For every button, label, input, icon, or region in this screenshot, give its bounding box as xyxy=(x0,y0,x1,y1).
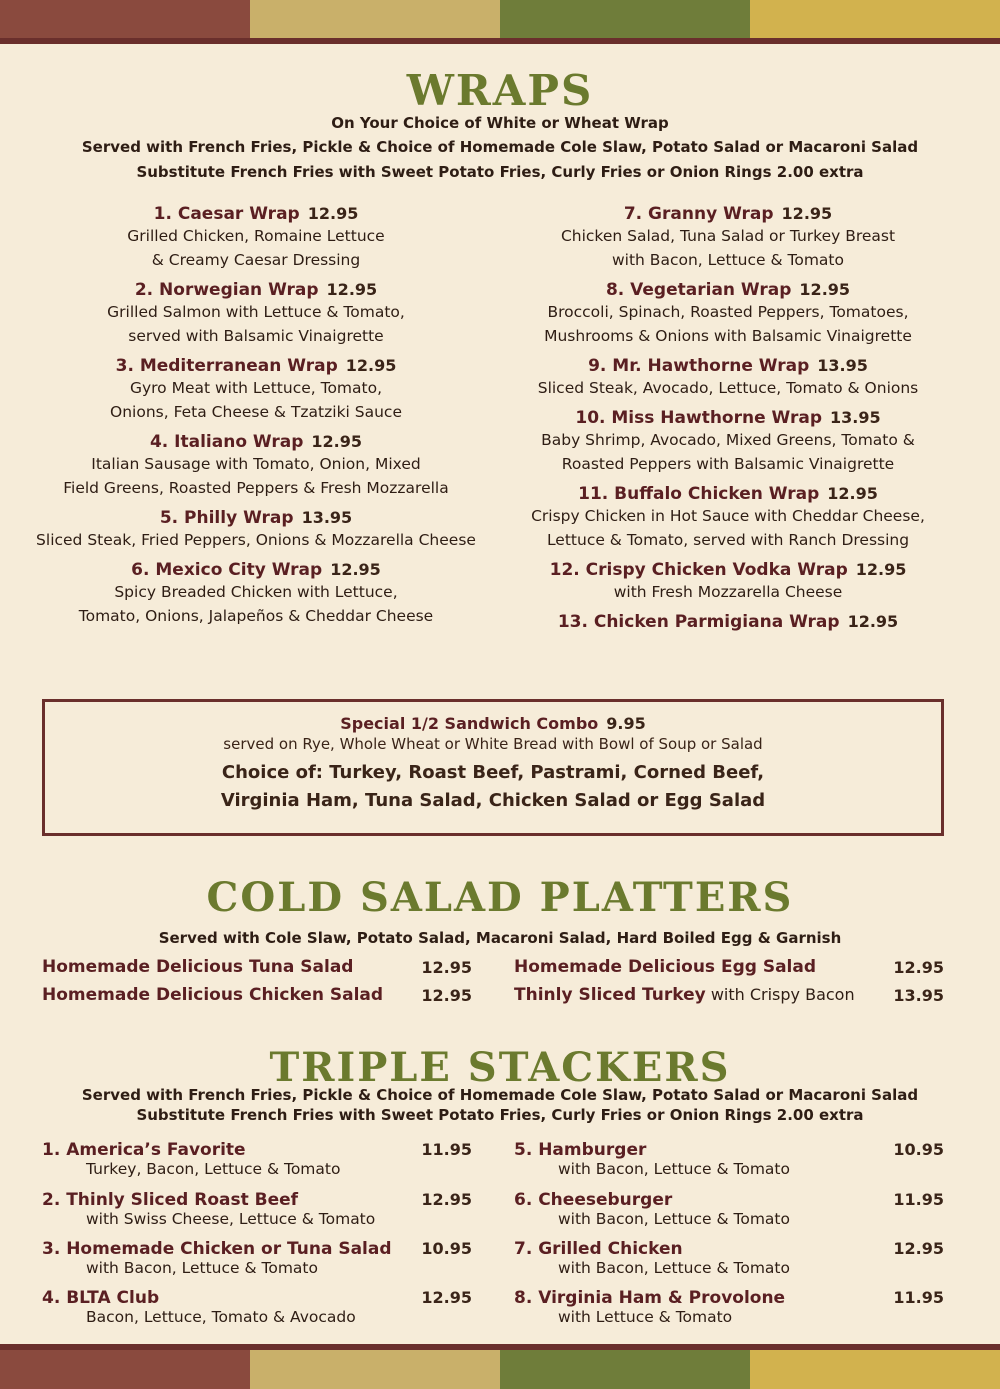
wrap-item xyxy=(30,204,482,272)
cold-salad-extra: with Crispy Bacon xyxy=(705,985,855,1004)
wrap-price: 12.95 xyxy=(855,560,907,579)
wraps-left-column xyxy=(30,204,482,636)
combo-price: 9.95 xyxy=(606,714,646,733)
wrap-name: 8. Vegetarian Wrap xyxy=(605,280,792,300)
triple-price: 12.95 xyxy=(421,1288,472,1307)
wrap-item xyxy=(512,560,944,604)
wrap-name: 9. Mr. Hawthorne Wrap xyxy=(588,356,810,376)
wrap-desc: & Creamy Caesar Dressing xyxy=(151,251,361,269)
wrap-price: 12.95 xyxy=(345,356,397,375)
cold-salad-item xyxy=(42,985,472,1005)
wrap-item xyxy=(30,508,482,552)
wrap-price: 12.95 xyxy=(330,560,381,579)
triple-desc: with Bacon, Lettuce & Tomato xyxy=(86,1259,318,1277)
triple-subtitle-2: Substitute French Fries with Sweet Potato Fries, Curly Fries or Onion Rings 2.00 extra xyxy=(136,1106,864,1124)
wrap-name: 2. Norwegian Wrap xyxy=(134,280,319,300)
cold-salad-name: Homemade Delicious Egg Salad xyxy=(514,957,817,977)
wraps-subtitle-1: On Your Choice of White or Wheat Wrap xyxy=(331,114,669,132)
triple-name: 3. Homemade Chicken or Tuna Salad xyxy=(42,1239,392,1259)
wrap-desc: Grilled Chicken, Romaine Lettuce xyxy=(127,227,385,245)
wrap-desc: Field Greens, Roasted Peppers & Fresh Mozzarella xyxy=(63,479,449,497)
wrap-desc: served with Balsamic Vinaigrette xyxy=(128,327,384,345)
triple-price: 10.95 xyxy=(893,1140,944,1159)
wrap-desc: Roasted Peppers with Balsamic Vinaigrette xyxy=(561,455,895,473)
wraps-subtitle-3: Substitute French Fries with Sweet Potato Fries, Curly Fries or Onion Rings 2.00 extra xyxy=(136,163,864,181)
cold-salad-price: 12.95 xyxy=(893,958,944,977)
cold-salad-title: COLD SALAD PLATTERS xyxy=(206,874,794,921)
stripe-tan xyxy=(250,1350,500,1389)
stripe-tan xyxy=(250,0,500,38)
top-rule xyxy=(0,38,1000,44)
wrap-name: 12. Crispy Chicken Vodka Wrap xyxy=(549,560,848,580)
wrap-item xyxy=(30,560,482,628)
cold-salad-item xyxy=(514,957,944,977)
wrap-name: 1. Caesar Wrap xyxy=(153,204,300,224)
triple-name: 4. BLTA Club xyxy=(42,1288,160,1308)
triple-item xyxy=(42,1239,472,1277)
wrap-desc: Spicy Breaded Chicken with Lettuce, xyxy=(114,583,398,601)
wraps-title: WRAPS xyxy=(406,66,594,115)
wrap-price: 12.95 xyxy=(781,204,833,223)
wrap-name: 3. Mediterranean Wrap xyxy=(115,356,338,376)
wrap-desc: with Fresh Mozzarella Cheese xyxy=(613,583,843,601)
wrap-item xyxy=(512,280,944,348)
triple-item xyxy=(42,1190,472,1228)
wrap-desc: Italian Sausage with Tomato, Onion, Mixed xyxy=(91,455,421,473)
triple-desc: Bacon, Lettuce, Tomato & Avocado xyxy=(86,1308,356,1326)
cold-salad-price: 13.95 xyxy=(893,986,944,1005)
wrap-desc: Mushrooms & Onions with Balsamic Vinaigrette xyxy=(544,327,912,345)
triple-item xyxy=(514,1140,944,1178)
wrap-desc: with Bacon, Lettuce & Tomato xyxy=(612,251,844,269)
wrap-item xyxy=(512,484,944,552)
combo-desc: served on Rye, Whole Wheat or White Bread with Bowl of Soup or Salad xyxy=(223,735,763,753)
cold-salad-name: Homemade Delicious Tuna Salad xyxy=(42,957,354,977)
triple-subtitle-1: Served with French Fries, Pickle & Choice of Homemade Cole Slaw, Potato Salad or Macaroni Salad xyxy=(81,1086,919,1104)
triple-price: 12.95 xyxy=(893,1239,944,1258)
cold-salad-subtitle: Served with Cole Slaw, Potato Salad, Macaroni Salad, Hard Boiled Egg & Garnish xyxy=(158,929,842,947)
wrap-name: 5. Philly Wrap xyxy=(159,508,294,528)
wrap-item xyxy=(512,204,944,272)
top-color-stripes xyxy=(0,0,1000,38)
wrap-name: 7. Granny Wrap xyxy=(623,204,774,224)
cold-salad-item xyxy=(42,957,472,977)
stripe-green xyxy=(500,0,750,38)
triple-item xyxy=(514,1190,944,1228)
triple-name: 8. Virginia Ham & Provolone xyxy=(514,1288,786,1308)
triple-item xyxy=(514,1239,944,1277)
wrap-item xyxy=(512,612,944,632)
wrap-price: 12.95 xyxy=(847,612,899,631)
triple-desc: with Swiss Cheese, Lettuce & Tomato xyxy=(86,1210,376,1228)
wrap-name: 11. Buffalo Chicken Wrap xyxy=(578,484,820,504)
wrap-price: 12.95 xyxy=(311,432,363,451)
cold-salad-name: Thinly Sliced Turkey xyxy=(514,985,706,1005)
wrap-name: 6. Mexico City Wrap xyxy=(131,560,323,580)
wrap-desc: Sliced Steak, Avocado, Lettuce, Tomato & Onions xyxy=(537,379,919,397)
wrap-desc: Lettuce & Tomato, served with Ranch Dressing xyxy=(546,531,910,549)
wrap-name: 10. Miss Hawthorne Wrap xyxy=(575,408,823,428)
wrap-desc: Onions, Feta Cheese & Tzatziki Sauce xyxy=(110,403,402,421)
wrap-price: 13.95 xyxy=(830,408,881,427)
wrap-item xyxy=(30,280,482,348)
wrap-item xyxy=(512,408,944,476)
cold-salad-item xyxy=(514,985,944,1005)
triple-name: 5. Hamburger xyxy=(514,1140,647,1160)
triple-price: 12.95 xyxy=(421,1190,472,1209)
combo-choices-2: Virginia Ham, Tuna Salad, Chicken Salad or Egg Salad xyxy=(220,790,766,811)
wrap-desc: Broccoli, Spinach, Roasted Peppers, Tomatoes, xyxy=(547,303,909,321)
triple-name: 1. America’s Favorite xyxy=(42,1140,246,1160)
stripe-gold xyxy=(750,0,1000,38)
combo-name: Special 1/2 Sandwich Combo xyxy=(340,714,599,733)
wrap-item xyxy=(30,356,482,424)
triple-desc: with Lettuce & Tomato xyxy=(558,1308,733,1326)
cold-salad-name: Homemade Delicious Chicken Salad xyxy=(42,985,384,1005)
triple-name: 2. Thinly Sliced Roast Beef xyxy=(42,1190,299,1210)
wraps-subtitle-2: Served with French Fries, Pickle & Choice of Homemade Cole Slaw, Potato Salad or Macaroni Salad xyxy=(81,138,919,156)
stripe-red xyxy=(0,0,250,38)
wrap-item xyxy=(30,432,482,500)
triple-desc: Turkey, Bacon, Lettuce & Tomato xyxy=(86,1160,341,1178)
triple-price: 10.95 xyxy=(421,1239,472,1258)
wrap-price: 12.95 xyxy=(799,280,851,299)
wrap-desc: Gyro Meat with Lettuce, Tomato, xyxy=(129,379,383,397)
triple-item xyxy=(42,1140,472,1178)
cold-salad-price: 12.95 xyxy=(421,986,472,1005)
triple-name: 6. Cheeseburger xyxy=(514,1190,673,1210)
wrap-desc: Tomato, Onions, Jalapeños & Cheddar Cheese xyxy=(78,607,434,625)
stripe-gold xyxy=(750,1350,1000,1389)
wrap-desc: Sliced Steak, Fried Peppers, Onions & Mozzarella Cheese xyxy=(36,531,476,549)
wrap-price: 13.95 xyxy=(817,356,868,375)
bottom-color-stripes xyxy=(0,1350,1000,1389)
wrap-price: 12.95 xyxy=(307,204,359,223)
wrap-desc: Chicken Salad, Tuna Salad or Turkey Breast xyxy=(560,227,896,245)
sandwich-combo-box xyxy=(42,699,944,836)
combo-choices-1: Choice of: Turkey, Roast Beef, Pastrami, Corned Beef, xyxy=(221,762,765,783)
triple-desc: with Bacon, Lettuce & Tomato xyxy=(558,1160,790,1178)
wrap-desc: Grilled Salmon with Lettuce & Tomato, xyxy=(107,303,405,321)
triple-desc: with Bacon, Lettuce & Tomato xyxy=(558,1259,790,1277)
triple-price: 11.95 xyxy=(893,1288,944,1307)
triple-price: 11.95 xyxy=(893,1190,944,1209)
triple-price: 11.95 xyxy=(421,1140,472,1159)
wrap-price: 12.95 xyxy=(827,484,878,503)
wrap-price: 12.95 xyxy=(326,280,378,299)
stripe-red xyxy=(0,1350,250,1389)
wraps-right-column xyxy=(512,204,944,640)
triple-desc: with Bacon, Lettuce & Tomato xyxy=(558,1210,790,1228)
wrap-item xyxy=(512,356,944,400)
wrap-desc: Crispy Chicken in Hot Sauce with Cheddar Cheese, xyxy=(531,507,925,525)
triple-item xyxy=(42,1288,472,1326)
wrap-desc: Baby Shrimp, Avocado, Mixed Greens, Tomato & xyxy=(541,431,915,449)
triple-stackers-title: TRIPLE STACKERS xyxy=(269,1044,731,1091)
wrap-price: 13.95 xyxy=(301,508,353,527)
stripe-green xyxy=(500,1350,750,1389)
cold-salad-price: 12.95 xyxy=(421,958,472,977)
wrap-name: 4. Italiano Wrap xyxy=(149,432,304,452)
triple-name: 7. Grilled Chicken xyxy=(514,1239,683,1259)
wrap-name: 13. Chicken Parmigiana Wrap xyxy=(557,612,840,632)
triple-item xyxy=(514,1288,944,1326)
